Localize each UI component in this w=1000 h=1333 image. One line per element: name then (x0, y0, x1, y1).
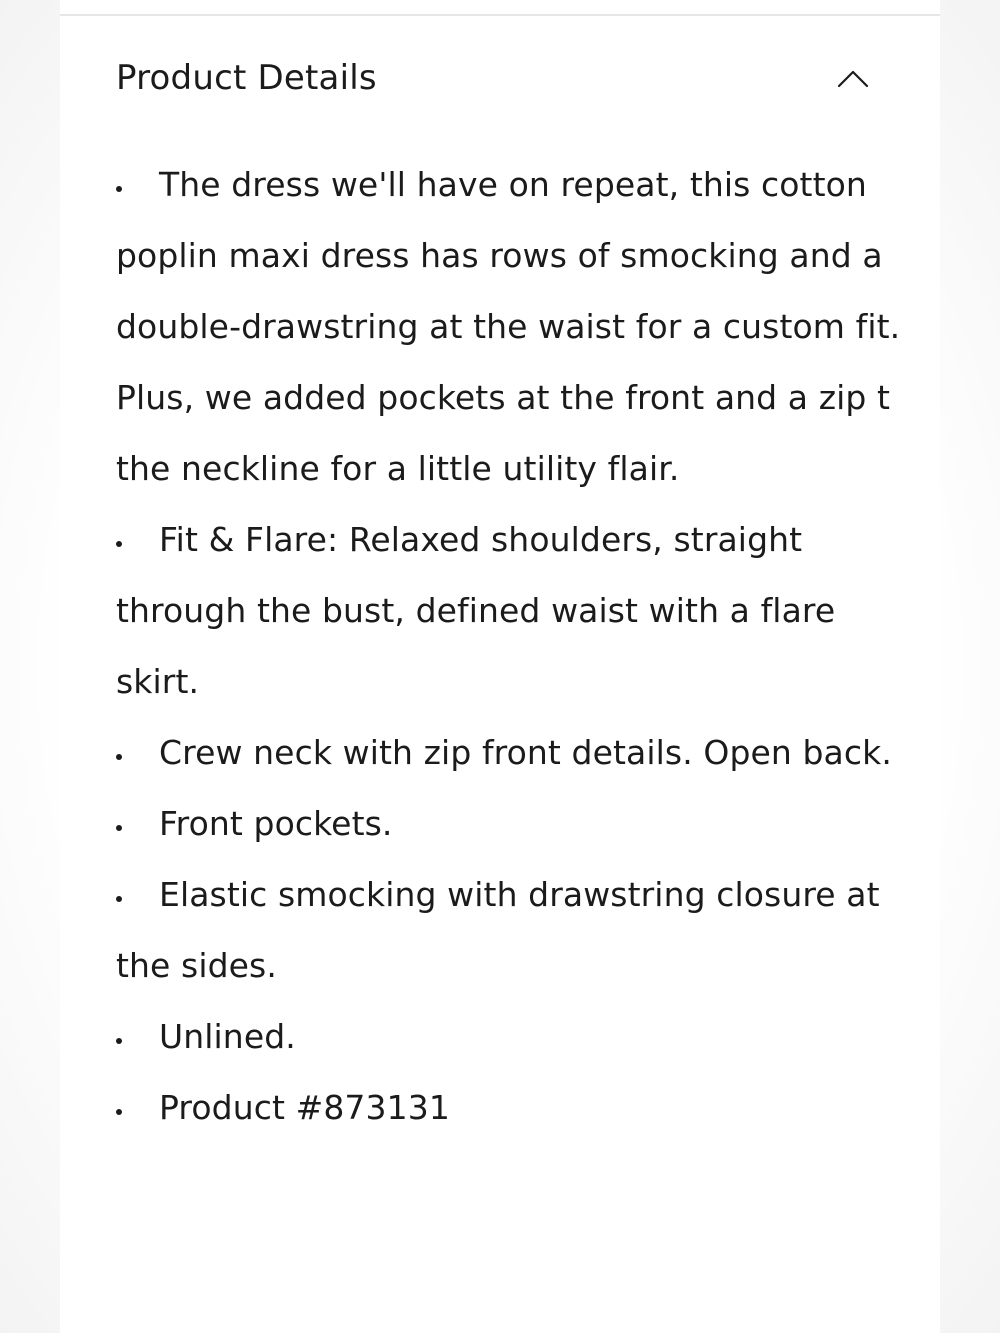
product-number: Product #873131 (116, 1072, 906, 1143)
chevron-up-icon[interactable] (833, 62, 873, 94)
detail-item: Unlined. (116, 1001, 906, 1072)
product-details-list (116, 149, 906, 1143)
detail-item: Fit & Flare: Relaxed shoulders, straight through the bust, defined waist with a flare skirt. (116, 504, 906, 717)
detail-item: Front pockets. (116, 788, 906, 859)
detail-item: The dress we'll have on repeat, this cotton poplin maxi dress has rows of smocking and a double-drawstring at the waist for a custom fit. Plus, we added pockets at the front and a zip t the neckline for a little utility flair. (116, 149, 906, 504)
detail-item: Elastic smocking with drawstring closure at the sides. (116, 859, 906, 1001)
product-details-accordion-header[interactable] (60, 16, 940, 126)
detail-item: Crew neck with zip front details. Open back. (116, 717, 906, 788)
section-title: Product Details (116, 58, 377, 98)
